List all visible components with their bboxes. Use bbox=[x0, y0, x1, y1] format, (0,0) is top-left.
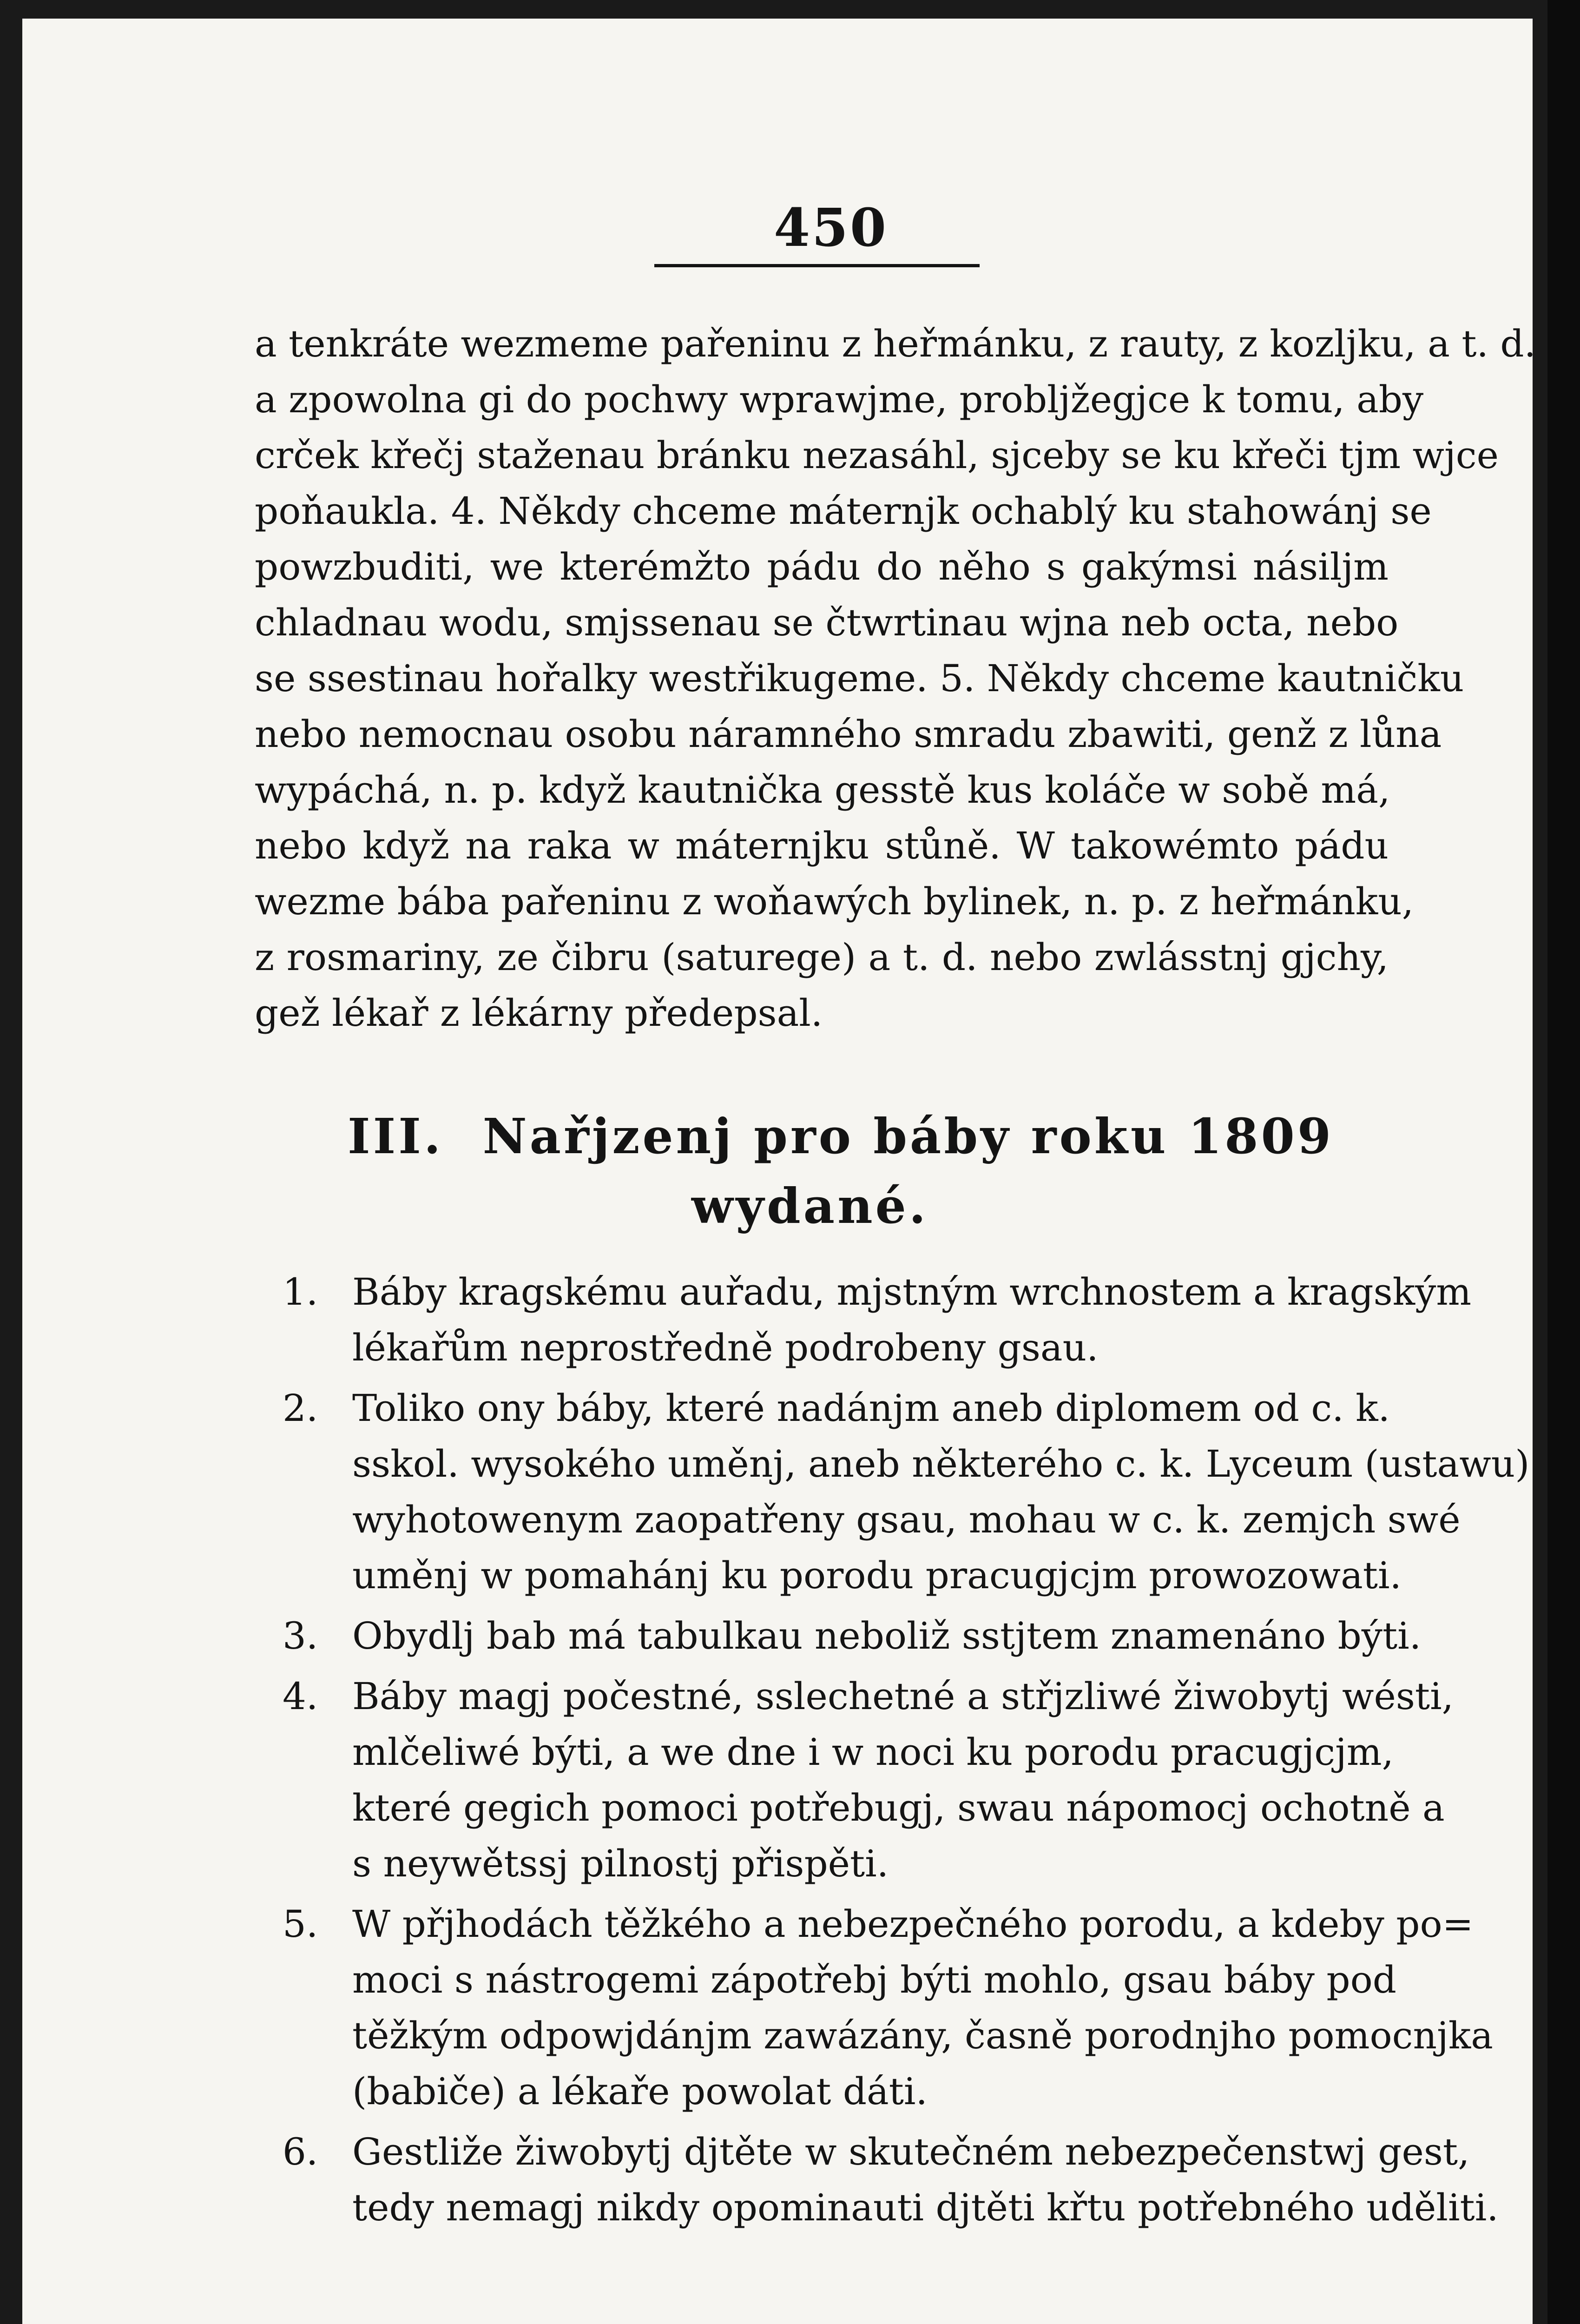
rule-line: s neywětssj pilnostj přispěti. bbox=[352, 1842, 889, 1885]
rule-number: 2. bbox=[283, 1386, 318, 1430]
rule-line: Obydlj bab má tabulkau neboliž sstjtem znamenáno býti. bbox=[352, 1614, 1422, 1657]
rule-item-6 bbox=[283, 2124, 1499, 2236]
rule-number: 5. bbox=[283, 1902, 318, 1946]
intro-line: wypáchá, n. p. když kautnička gesstě kus koláče w sobě má, bbox=[255, 768, 1390, 812]
intro-line: nebo nemocnau osobu náramného smradu zbawiti, genž z lůna bbox=[255, 713, 1442, 756]
rule-line: sskol. wysokého uměnj, aneb některého c. k. Lyceum (ustawu) bbox=[352, 1442, 1530, 1486]
rule-line: lékařům neprostředně podrobeny gsau. bbox=[352, 1326, 1099, 1369]
rule-item-3 bbox=[283, 1608, 1422, 1664]
rule-line: které gegich pomoci potřebugj, swau nápomocj ochotně a bbox=[352, 1786, 1445, 1829]
rule-line: mlčeliwé býti, a we dne i w noci ku porodu pracugjcjm, bbox=[352, 1730, 1394, 1774]
rule-item-5 bbox=[283, 1896, 1493, 2119]
intro-line: gež lékař z lékárny předepsal. bbox=[255, 991, 823, 1035]
rule-line: uměnj w pomahánj ku porodu pracugjcjm prowozowati. bbox=[352, 1554, 1402, 1597]
book-page bbox=[22, 19, 1536, 2324]
rule-item-4 bbox=[283, 1669, 1454, 1892]
rule-number: 1. bbox=[283, 1270, 318, 1314]
rules-list bbox=[283, 1264, 1530, 2240]
rule-item-1 bbox=[283, 1264, 1472, 1376]
rule-line: těžkým odpowjdánjm zawázány, časně porodnjho pomocnjka bbox=[352, 2014, 1493, 2057]
section-title-part-2: wydané. bbox=[691, 1177, 929, 1235]
rule-line: Gestliže žiwobytj djtěte w skutečném nebezpečenstwj gest, bbox=[352, 2130, 1470, 2173]
page-number-rule bbox=[654, 264, 980, 267]
scan-edge-shadow bbox=[1547, 0, 1580, 2324]
section-numeral: III. bbox=[348, 1108, 444, 1165]
intro-line: a tenkráte wezmeme pařeninu z heřmánku, z rauty, z kozljku, a t. d. bbox=[255, 322, 1536, 365]
intro-line: powzbuditi, we kterémžto pádu do něho s gakýmsi násiljm bbox=[255, 545, 1389, 588]
intro-line: chladnau wodu, smjssenau se čtwrtinau wjna neb octa, nebo bbox=[255, 601, 1399, 644]
page-number: 450 bbox=[774, 198, 888, 258]
intro-paragraph bbox=[255, 316, 1536, 1041]
section-title-part-1: Nařjzenj pro báby roku 1809 bbox=[482, 1108, 1334, 1165]
rule-item-2 bbox=[283, 1380, 1530, 1604]
intro-line: poňaukla. 4. Někdy chceme máternjk ochablý ku stahowánj se bbox=[255, 489, 1432, 533]
intro-line: nebo když na raka w máternjku stůně. W takowémto pádu bbox=[255, 824, 1389, 867]
rule-line: tedy nemagj nikdy opominauti djtěti křtu potřebného uděliti. bbox=[352, 2186, 1499, 2229]
section-heading-line-1 bbox=[348, 1102, 1389, 1171]
intro-line: se ssestinau hořalky westřikugeme. 5. Někdy chceme kautničku bbox=[255, 657, 1464, 700]
intro-line: crček křečj staženau bránku nezasáhl, sjceby se ku křeči tjm wjce bbox=[255, 434, 1499, 477]
section-heading bbox=[348, 1102, 1389, 1241]
rule-line: Báby magj počestné, sslechetné a střjzliwé žiwobytj wésti, bbox=[352, 1675, 1454, 1718]
rule-line: Báby kragskému auřadu, mjstným wrchnostem a kragským bbox=[352, 1270, 1472, 1314]
rule-number: 4. bbox=[283, 1675, 318, 1718]
rule-line: moci s nástrogemi zápotřebj býti mohlo, gsau báby pod bbox=[352, 1958, 1396, 2001]
intro-line: z rosmariny, ze čibru (saturege) a t. d. nebo zwlásstnj gjchy, bbox=[255, 936, 1389, 979]
rule-line: W přjhodách těžkého a nebezpečného porodu, a kdeby po= bbox=[352, 1902, 1474, 1946]
rule-number: 6. bbox=[283, 2130, 318, 2173]
rule-line: wyhotowenym zaopatřeny gsau, mohau w c. k. zemjch swé bbox=[352, 1498, 1461, 1541]
rule-number: 3. bbox=[283, 1614, 318, 1657]
rule-line: Toliko ony báby, které nadánjm aneb diplomem od c. k. bbox=[352, 1386, 1390, 1430]
intro-line: a zpowolna gi do pochwy wprawjme, probljžegjce k tomu, aby bbox=[255, 378, 1424, 421]
intro-line: wezme bába pařeninu z woňawých bylinek, n. p. z heřmánku, bbox=[255, 880, 1414, 923]
rule-line: (babiče) a lékaře powolat dáti. bbox=[352, 2070, 928, 2113]
